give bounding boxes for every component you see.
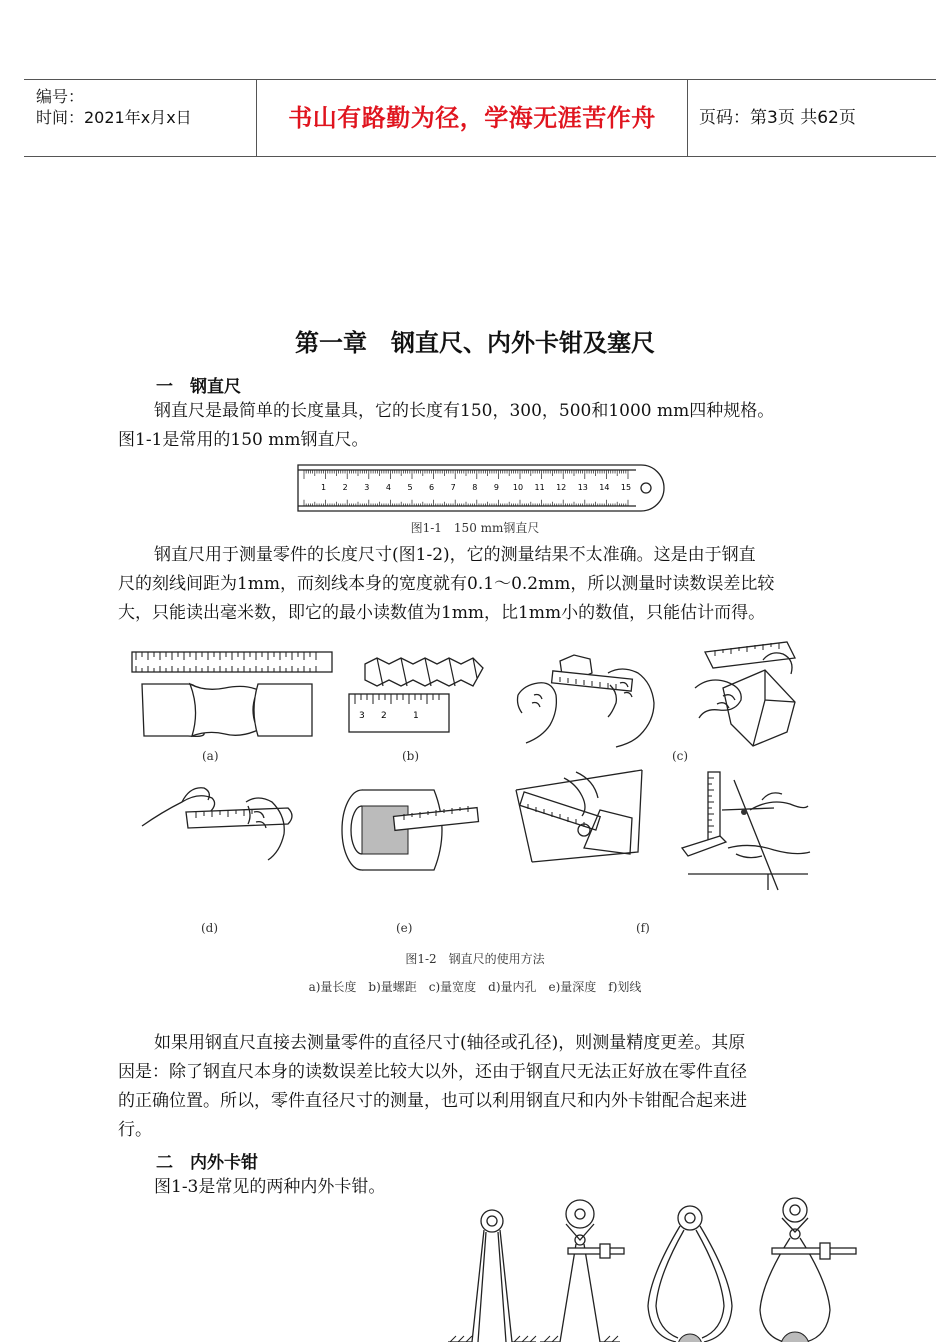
svg-text:2: 2 <box>381 711 387 721</box>
fig-a-measure-length-illustration <box>130 650 340 745</box>
paragraph-3 <box>118 1029 848 1145</box>
ruler-number: 7 <box>450 483 456 492</box>
text-line: 钢直尺是最简单的长度量具，它的长度有150，300，500和1000 mm四种规格。 <box>154 401 775 421</box>
calipers-figure <box>440 1196 870 1342</box>
fig-c-hexagon-bar-illustration <box>695 640 825 750</box>
ruler-number: 13 <box>577 483 588 492</box>
ruler-number: 3 <box>364 483 370 492</box>
fig-f-height-gauge-illustration <box>678 770 818 890</box>
section-heading-calipers: 二 内外卡钳 <box>156 1153 258 1173</box>
text-line: 图1-1是常用的150 mm钢直尺。 <box>118 430 369 450</box>
fig-label-b: (b) <box>402 749 420 763</box>
fig-d-measure-bore-illustration <box>138 782 298 864</box>
text-line: 大，只能读出毫米数，即它的最小读数值为1mm，比1mm小的数值，只能估计而得。 <box>118 603 766 623</box>
ruler-number: 15 <box>620 483 632 492</box>
fig-label-c: (c) <box>672 749 689 763</box>
section-heading-steel-ruler: 一 钢直尺 <box>156 377 241 397</box>
ruler-number: 9 <box>493 483 499 492</box>
fig-c-measure-width-illustration <box>512 655 662 750</box>
ruler-number: 1 <box>321 483 327 492</box>
ruler-number: 12 <box>556 483 567 492</box>
svg-text:3: 3 <box>359 711 365 721</box>
header-motto: 书山有路勤为径，学海无涯苦作舟 <box>288 104 656 132</box>
steel-ruler-figure <box>296 463 666 513</box>
ruler-number: 6 <box>429 483 435 492</box>
text-line: 因是：除了钢直尺本身的读数误差比较大以外，还由于钢直尺无法正好放在零件直径 <box>118 1062 747 1082</box>
ruler-number: 4 <box>385 483 391 492</box>
svg-text:1: 1 <box>413 711 419 721</box>
ruler-number: 5 <box>407 483 413 492</box>
paragraph-2 <box>118 541 848 628</box>
fig-b-measure-pitch-illustration <box>345 656 495 736</box>
fig-label-f: (f) <box>636 921 650 935</box>
chapter-title: 第一章 钢直尺、内外卡钳及塞尺 <box>295 329 655 357</box>
ruler-number: 8 <box>472 483 478 492</box>
ruler-number: 2 <box>342 483 348 492</box>
ruler-number: 11 <box>534 483 545 492</box>
header-info-cell <box>24 80 256 156</box>
fig-label-d: (d) <box>201 921 219 935</box>
fig-label-e: (e) <box>396 921 413 935</box>
text-line: 图1-3是常见的两种内外卡钳。 <box>154 1177 386 1197</box>
text-line: 行。 <box>118 1120 152 1140</box>
ruler-number: 14 <box>599 483 610 492</box>
text-line: 如果用钢直尺直接去测量零件的直径尺寸(轴径或孔径)，则测量精度更差。其原 <box>154 1033 746 1053</box>
page-info: 页码：第3页 共62页 <box>699 108 856 128</box>
figure-1-1-caption: 图1-1 150 mm钢直尺 <box>410 521 540 535</box>
fig-f-scribing-protractor-illustration <box>512 770 647 865</box>
ruler-numbers <box>321 483 631 492</box>
number-label: 编号： <box>36 87 85 106</box>
figure-1-2-subcaption: a)量长度 b)量螺距 c)量宽度 d)量内孔 e)量深度 f)划线 <box>308 980 642 994</box>
fig-label-a: (a) <box>202 749 219 763</box>
paragraph-1 <box>118 397 848 455</box>
text-line: 的正确位置。所以，零件直径尺寸的测量，也可以利用钢直尺和内外卡钳配合起来进 <box>118 1091 747 1111</box>
figure-1-2-caption: 图1-2 钢直尺的使用方法 <box>405 952 545 966</box>
document-header <box>24 79 936 157</box>
fig-e-measure-depth-illustration <box>338 784 483 874</box>
ruler-number: 10 <box>512 483 524 492</box>
time-label: 时间：2021年x月x日 <box>36 108 192 127</box>
text-line: 钢直尺用于测量零件的长度尺寸(图1-2)，它的测量结果不太准确。这是由于钢直 <box>154 545 756 565</box>
text-line: 尺的刻线间距为1mm，而刻线本身的宽度就有0.1～0.2mm，所以测量时读数误差比较 <box>118 574 775 594</box>
header-divider <box>687 80 688 156</box>
